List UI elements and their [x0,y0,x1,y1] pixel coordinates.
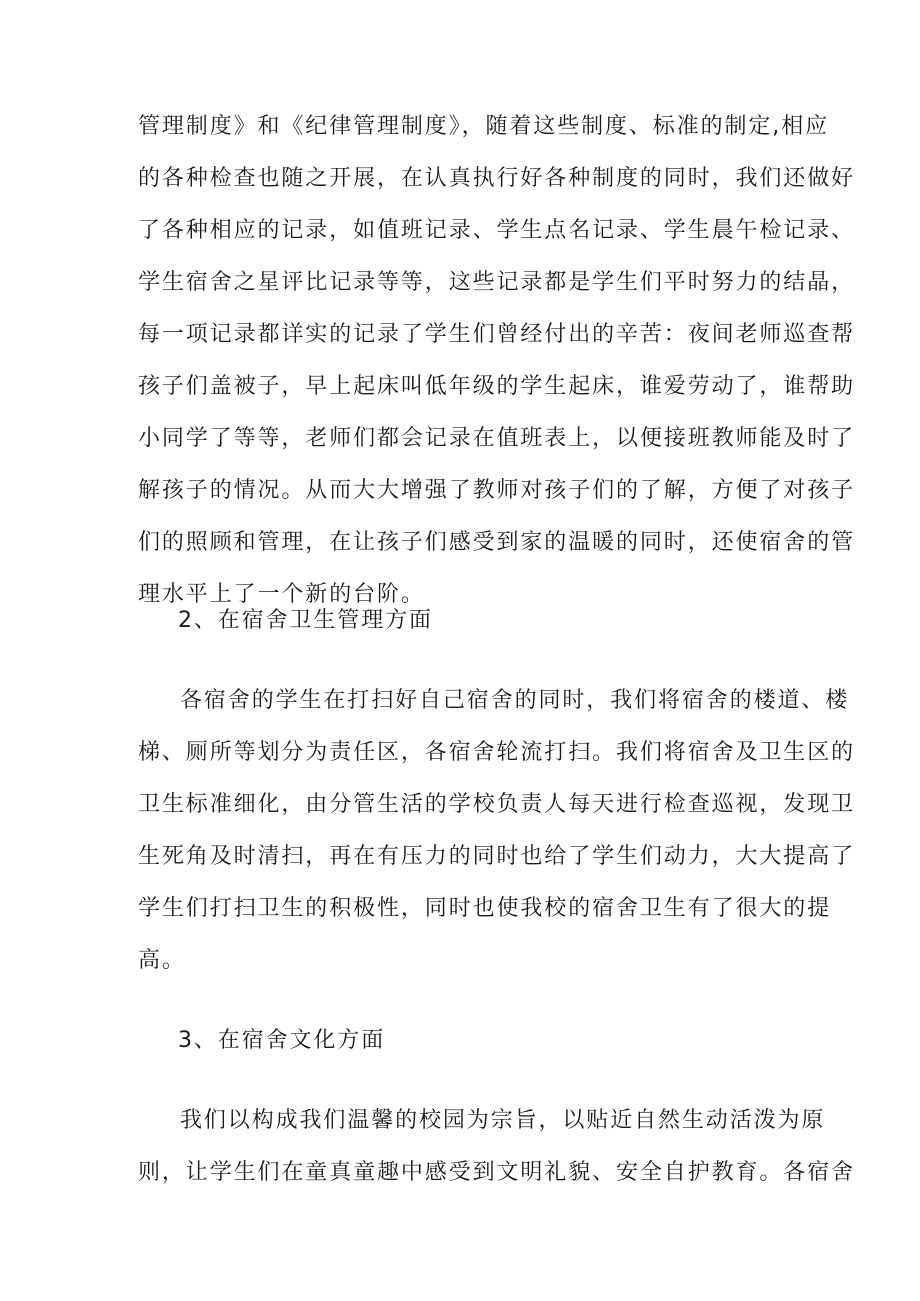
paragraph-line: 生死角及时清扫，再在有压力的同时也给了学生们动力，大大提高了 [138,844,856,869]
paragraph-line: 了各种相应的记录，如值班记录、学生点名记录、学生晨午检记录、 [138,218,856,243]
paragraph-line: 管理制度》和《纪律管理制度》，随着这些制度、标准的制定,相应 [138,114,829,139]
paragraph-line: 则，让学生们在童真童趣中感受到文明礼貌、安全自护教育。各宿舍 [138,1160,856,1185]
paragraph-line: 每一项记录都详实的记录了学生们曾经付出的辛苦：夜间老师巡查帮 [138,322,856,347]
paragraph-line: 解孩子的情况。从而大大增强了教师对孩子们的了解，方便了对孩子 [138,478,856,503]
paragraph-line: 学生们打扫卫生的积极性，同时也使我校的宿舍卫生有了很大的提 [138,896,832,921]
paragraph-line: 我们以构成我们温馨的校园为宗旨，以贴近自然生动活泼为原 [180,1108,826,1133]
paragraph-line: 梯、厕所等划分为责任区，各宿舍轮流打扫。我们将宿舍及卫生区的 [138,740,856,765]
section-heading-culture: 3、在宿舍文化方面 [178,1028,386,1053]
paragraph-line: 的各种检查也随之开展，在认真执行好各种制度的同时，我们还做好 [138,166,856,191]
paragraph-line: 卫生标准细化，由分管生活的学校负责人每天进行检查巡视，发现卫 [138,792,856,817]
paragraph-line: 高。 [138,948,186,973]
paragraph-line: 理水平上了一个新的台阶。 [138,582,425,607]
paragraph-line: 各宿舍的学生在打扫好自己宿舍的同时，我们将宿舍的楼道、楼 [180,688,850,713]
paragraph-line: 们的照顾和管理，在让孩子们感受到家的温暖的同时，还使宿舍的管 [138,530,856,555]
section-heading-hygiene: 2、在宿舍卫生管理方面 [178,608,433,633]
paragraph-line: 学生宿舍之星评比记录等等，这些记录都是学生们平时努力的结晶， [138,270,856,295]
paragraph-line: 孩子们盖被子，早上起床叫低年级的学生起床，谁爱劳动了，谁帮助 [138,374,856,399]
paragraph-line: 小同学了等等，老师们都会记录在值班表上，以便接班教师能及时了 [138,426,856,451]
